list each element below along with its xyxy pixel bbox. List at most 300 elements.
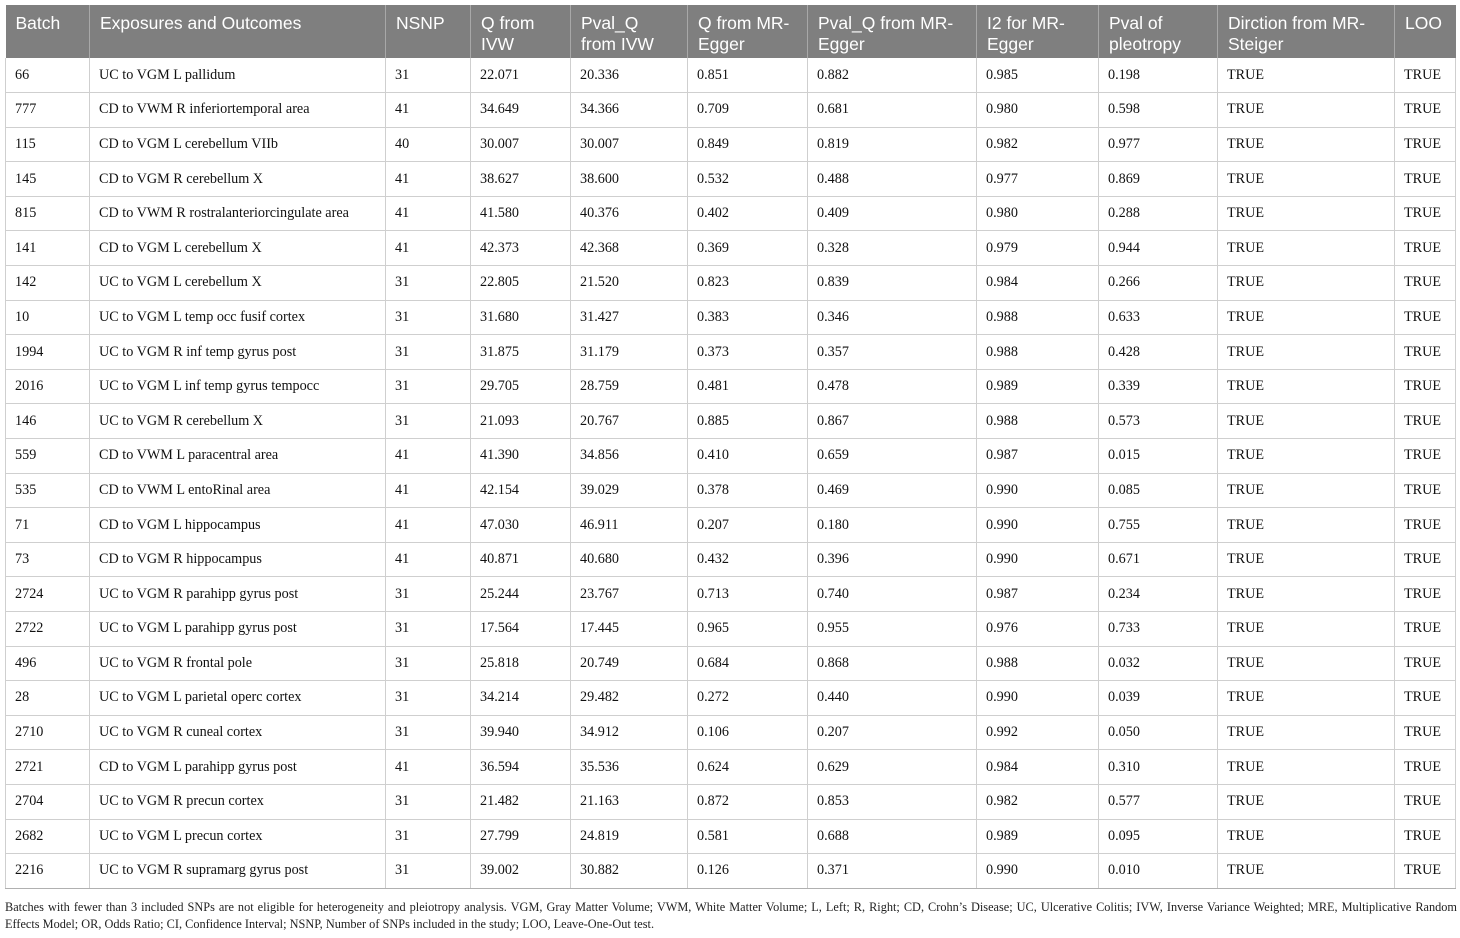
cell-pval-pleiotropy: 0.234 (1099, 577, 1218, 612)
cell-loo: TRUE (1395, 335, 1456, 370)
cell-pval-q-ivw: 40.680 (571, 542, 688, 577)
cell-loo: TRUE (1395, 542, 1456, 577)
cell-batch: 10 (6, 300, 90, 335)
cell-loo: TRUE (1395, 577, 1456, 612)
cell-exposure-outcome: CD to VWM R inferiortemporal area (90, 93, 386, 128)
cell-nsnp: 31 (386, 715, 471, 750)
header-loo: LOO (1395, 5, 1456, 58)
cell-exposure-outcome: CD to VWM R rostralanteriorcingulate area (90, 196, 386, 231)
cell-loo: TRUE (1395, 784, 1456, 819)
cell-loo: TRUE (1395, 646, 1456, 681)
cell-q-mr-egger: 0.851 (688, 58, 808, 93)
header-pval-q-ivw: Pval_Q from IVW (571, 5, 688, 58)
cell-pval-q-ivw: 38.600 (571, 162, 688, 197)
table-row (6, 854, 1456, 889)
cell-q-mr-egger: 0.532 (688, 162, 808, 197)
cell-exposure-outcome: UC to VGM L parahipp gyrus post (90, 612, 386, 647)
cell-batch: 815 (6, 196, 90, 231)
cell-pval-q-mr-egger: 0.688 (808, 819, 977, 854)
cell-exposure-outcome: UC to VGM R cerebellum X (90, 404, 386, 439)
cell-pval-q-mr-egger: 0.207 (808, 715, 977, 750)
cell-exposure-outcome: UC to VGM L cerebellum X (90, 266, 386, 301)
table-row (6, 750, 1456, 785)
table-row (6, 404, 1456, 439)
table-row (6, 612, 1456, 647)
cell-q-ivw: 29.705 (471, 369, 571, 404)
cell-batch: 535 (6, 473, 90, 508)
cell-q-ivw: 38.627 (471, 162, 571, 197)
cell-direction-mr-steiger: TRUE (1218, 715, 1395, 750)
cell-nsnp: 31 (386, 335, 471, 370)
cell-pval-pleiotropy: 0.633 (1099, 300, 1218, 335)
cell-direction-mr-steiger: TRUE (1218, 819, 1395, 854)
cell-pval-q-mr-egger: 0.839 (808, 266, 977, 301)
cell-direction-mr-steiger: TRUE (1218, 439, 1395, 474)
cell-pval-pleiotropy: 0.015 (1099, 439, 1218, 474)
cell-exposure-outcome: UC to VGM L parietal operc cortex (90, 681, 386, 716)
cell-pval-q-mr-egger: 0.396 (808, 542, 977, 577)
table-row (6, 473, 1456, 508)
cell-batch: 2216 (6, 854, 90, 889)
cell-exposure-outcome: CD to VGM R hippocampus (90, 542, 386, 577)
table-row (6, 577, 1456, 612)
cell-pval-q-ivw: 21.163 (571, 784, 688, 819)
cell-pval-q-mr-egger: 0.868 (808, 646, 977, 681)
cell-pval-q-mr-egger: 0.659 (808, 439, 977, 474)
cell-batch: 73 (6, 542, 90, 577)
cell-direction-mr-steiger: TRUE (1218, 646, 1395, 681)
cell-nsnp: 41 (386, 196, 471, 231)
cell-q-mr-egger: 0.713 (688, 577, 808, 612)
cell-pval-q-mr-egger: 0.882 (808, 58, 977, 93)
cell-batch: 2722 (6, 612, 90, 647)
cell-i2-mr-egger: 0.979 (977, 231, 1099, 266)
header-exposures-outcomes: Exposures and Outcomes (90, 5, 386, 58)
table-body (6, 58, 1456, 888)
cell-q-ivw: 31.875 (471, 335, 571, 370)
cell-batch: 141 (6, 231, 90, 266)
cell-q-mr-egger: 0.481 (688, 369, 808, 404)
cell-q-mr-egger: 0.581 (688, 819, 808, 854)
cell-direction-mr-steiger: TRUE (1218, 542, 1395, 577)
header-i2-mr-egger: I2 for MR-Egger (977, 5, 1099, 58)
cell-pval-q-ivw: 30.882 (571, 854, 688, 889)
cell-q-ivw: 47.030 (471, 508, 571, 543)
cell-pval-q-ivw: 20.336 (571, 58, 688, 93)
cell-pval-q-ivw: 20.767 (571, 404, 688, 439)
cell-direction-mr-steiger: TRUE (1218, 508, 1395, 543)
cell-pval-q-ivw: 31.179 (571, 335, 688, 370)
cell-pval-q-ivw: 23.767 (571, 577, 688, 612)
cell-batch: 2704 (6, 784, 90, 819)
table-row (6, 646, 1456, 681)
cell-i2-mr-egger: 0.985 (977, 58, 1099, 93)
cell-loo: TRUE (1395, 162, 1456, 197)
cell-pval-q-mr-egger: 0.478 (808, 369, 977, 404)
cell-nsnp: 31 (386, 612, 471, 647)
cell-loo: TRUE (1395, 819, 1456, 854)
cell-i2-mr-egger: 0.987 (977, 577, 1099, 612)
cell-q-mr-egger: 0.709 (688, 93, 808, 128)
cell-pval-q-mr-egger: 0.440 (808, 681, 977, 716)
cell-i2-mr-egger: 0.980 (977, 93, 1099, 128)
cell-nsnp: 41 (386, 750, 471, 785)
cell-pval-q-ivw: 34.856 (571, 439, 688, 474)
cell-pval-pleiotropy: 0.288 (1099, 196, 1218, 231)
table-row (6, 439, 1456, 474)
cell-q-ivw: 34.214 (471, 681, 571, 716)
cell-direction-mr-steiger: TRUE (1218, 612, 1395, 647)
cell-exposure-outcome: UC to VGM L inf temp gyrus tempocc (90, 369, 386, 404)
cell-batch: 115 (6, 127, 90, 162)
cell-q-mr-egger: 0.207 (688, 508, 808, 543)
cell-q-ivw: 34.649 (471, 93, 571, 128)
cell-q-mr-egger: 0.432 (688, 542, 808, 577)
cell-batch: 2724 (6, 577, 90, 612)
cell-exposure-outcome: UC to VGM R cuneal cortex (90, 715, 386, 750)
cell-q-mr-egger: 0.872 (688, 784, 808, 819)
cell-loo: TRUE (1395, 300, 1456, 335)
header-q-ivw: Q from IVW (471, 5, 571, 58)
cell-nsnp: 31 (386, 854, 471, 889)
cell-loo: TRUE (1395, 231, 1456, 266)
cell-pval-q-mr-egger: 0.346 (808, 300, 977, 335)
cell-direction-mr-steiger: TRUE (1218, 577, 1395, 612)
cell-loo: TRUE (1395, 854, 1456, 889)
cell-nsnp: 41 (386, 542, 471, 577)
cell-pval-q-mr-egger: 0.409 (808, 196, 977, 231)
cell-q-ivw: 39.002 (471, 854, 571, 889)
cell-q-ivw: 22.071 (471, 58, 571, 93)
cell-q-mr-egger: 0.272 (688, 681, 808, 716)
cell-pval-q-mr-egger: 0.357 (808, 335, 977, 370)
header-q-mr-egger: Q from MR-Egger (688, 5, 808, 58)
cell-pval-q-mr-egger: 0.740 (808, 577, 977, 612)
cell-pval-q-ivw: 31.427 (571, 300, 688, 335)
cell-batch: 2710 (6, 715, 90, 750)
cell-q-mr-egger: 0.383 (688, 300, 808, 335)
cell-nsnp: 41 (386, 162, 471, 197)
cell-direction-mr-steiger: TRUE (1218, 58, 1395, 93)
cell-q-ivw: 36.594 (471, 750, 571, 785)
cell-direction-mr-steiger: TRUE (1218, 335, 1395, 370)
cell-loo: TRUE (1395, 473, 1456, 508)
table-row (6, 127, 1456, 162)
cell-q-ivw: 17.564 (471, 612, 571, 647)
cell-pval-q-mr-egger: 0.488 (808, 162, 977, 197)
cell-loo: TRUE (1395, 93, 1456, 128)
cell-pval-q-mr-egger: 0.469 (808, 473, 977, 508)
cell-direction-mr-steiger: TRUE (1218, 473, 1395, 508)
cell-pval-q-ivw: 17.445 (571, 612, 688, 647)
cell-exposure-outcome: CD to VWM L paracentral area (90, 439, 386, 474)
table-row (6, 819, 1456, 854)
cell-pval-pleiotropy: 0.944 (1099, 231, 1218, 266)
table-row (6, 784, 1456, 819)
cell-batch: 142 (6, 266, 90, 301)
cell-i2-mr-egger: 0.990 (977, 473, 1099, 508)
cell-loo: TRUE (1395, 196, 1456, 231)
cell-q-mr-egger: 0.624 (688, 750, 808, 785)
cell-q-ivw: 21.093 (471, 404, 571, 439)
cell-batch: 146 (6, 404, 90, 439)
cell-direction-mr-steiger: TRUE (1218, 784, 1395, 819)
cell-exposure-outcome: CD to VGM L cerebellum X (90, 231, 386, 266)
cell-batch: 559 (6, 439, 90, 474)
cell-direction-mr-steiger: TRUE (1218, 231, 1395, 266)
cell-q-ivw: 39.940 (471, 715, 571, 750)
cell-q-mr-egger: 0.684 (688, 646, 808, 681)
cell-loo: TRUE (1395, 750, 1456, 785)
cell-q-ivw: 21.482 (471, 784, 571, 819)
cell-nsnp: 31 (386, 404, 471, 439)
cell-nsnp: 31 (386, 266, 471, 301)
cell-q-ivw: 42.154 (471, 473, 571, 508)
cell-pval-pleiotropy: 0.266 (1099, 266, 1218, 301)
cell-pval-pleiotropy: 0.869 (1099, 162, 1218, 197)
cell-exposure-outcome: UC to VGM R inf temp gyrus post (90, 335, 386, 370)
cell-loo: TRUE (1395, 715, 1456, 750)
cell-batch: 1994 (6, 335, 90, 370)
cell-batch: 496 (6, 646, 90, 681)
cell-exposure-outcome: CD to VGM L parahipp gyrus post (90, 750, 386, 785)
cell-pval-pleiotropy: 0.428 (1099, 335, 1218, 370)
cell-i2-mr-egger: 0.990 (977, 854, 1099, 889)
cell-i2-mr-egger: 0.976 (977, 612, 1099, 647)
cell-pval-q-mr-egger: 0.819 (808, 127, 977, 162)
cell-q-ivw: 27.799 (471, 819, 571, 854)
cell-q-ivw: 25.244 (471, 577, 571, 612)
cell-exposure-outcome: UC to VGM L precun cortex (90, 819, 386, 854)
cell-pval-q-mr-egger: 0.328 (808, 231, 977, 266)
cell-batch: 2016 (6, 369, 90, 404)
cell-pval-q-ivw: 35.536 (571, 750, 688, 785)
cell-nsnp: 31 (386, 300, 471, 335)
cell-i2-mr-egger: 0.990 (977, 542, 1099, 577)
cell-loo: TRUE (1395, 508, 1456, 543)
header-batch: Batch (6, 5, 90, 58)
cell-i2-mr-egger: 0.992 (977, 715, 1099, 750)
table-row (6, 715, 1456, 750)
table-row (6, 231, 1456, 266)
cell-pval-q-ivw: 46.911 (571, 508, 688, 543)
cell-pval-pleiotropy: 0.577 (1099, 784, 1218, 819)
cell-loo: TRUE (1395, 127, 1456, 162)
cell-batch: 2682 (6, 819, 90, 854)
cell-pval-pleiotropy: 0.032 (1099, 646, 1218, 681)
cell-q-ivw: 31.680 (471, 300, 571, 335)
cell-exposure-outcome: UC to VGM R parahipp gyrus post (90, 577, 386, 612)
cell-direction-mr-steiger: TRUE (1218, 300, 1395, 335)
cell-q-ivw: 40.871 (471, 542, 571, 577)
cell-loo: TRUE (1395, 266, 1456, 301)
cell-pval-q-mr-egger: 0.180 (808, 508, 977, 543)
cell-i2-mr-egger: 0.988 (977, 646, 1099, 681)
cell-pval-q-ivw: 28.759 (571, 369, 688, 404)
cell-direction-mr-steiger: TRUE (1218, 93, 1395, 128)
cell-direction-mr-steiger: TRUE (1218, 196, 1395, 231)
cell-nsnp: 41 (386, 473, 471, 508)
cell-q-mr-egger: 0.823 (688, 266, 808, 301)
cell-loo: TRUE (1395, 369, 1456, 404)
cell-pval-q-ivw: 30.007 (571, 127, 688, 162)
cell-pval-q-ivw: 39.029 (571, 473, 688, 508)
header-direction-mr-steiger: Dirction from MR-Steiger (1218, 5, 1395, 58)
table-row (6, 93, 1456, 128)
cell-q-mr-egger: 0.410 (688, 439, 808, 474)
cell-i2-mr-egger: 0.989 (977, 819, 1099, 854)
cell-nsnp: 41 (386, 93, 471, 128)
cell-direction-mr-steiger: TRUE (1218, 750, 1395, 785)
cell-loo: TRUE (1395, 439, 1456, 474)
cell-loo: TRUE (1395, 681, 1456, 716)
table-row (6, 508, 1456, 543)
cell-q-mr-egger: 0.402 (688, 196, 808, 231)
cell-i2-mr-egger: 0.984 (977, 750, 1099, 785)
cell-pval-pleiotropy: 0.671 (1099, 542, 1218, 577)
cell-q-ivw: 30.007 (471, 127, 571, 162)
cell-i2-mr-egger: 0.990 (977, 508, 1099, 543)
header-pval-q-mr-egger: Pval_Q from MR-Egger (808, 5, 977, 58)
cell-i2-mr-egger: 0.980 (977, 196, 1099, 231)
table-row (6, 266, 1456, 301)
cell-q-ivw: 42.373 (471, 231, 571, 266)
cell-batch: 66 (6, 58, 90, 93)
cell-pval-q-mr-egger: 0.955 (808, 612, 977, 647)
table-row (6, 681, 1456, 716)
cell-batch: 71 (6, 508, 90, 543)
cell-q-mr-egger: 0.126 (688, 854, 808, 889)
cell-i2-mr-egger: 0.982 (977, 784, 1099, 819)
cell-nsnp: 31 (386, 369, 471, 404)
cell-batch: 145 (6, 162, 90, 197)
results-table-container (5, 5, 1455, 889)
cell-pval-pleiotropy: 0.198 (1099, 58, 1218, 93)
cell-pval-pleiotropy: 0.977 (1099, 127, 1218, 162)
cell-i2-mr-egger: 0.990 (977, 681, 1099, 716)
cell-pval-q-ivw: 20.749 (571, 646, 688, 681)
cell-direction-mr-steiger: TRUE (1218, 369, 1395, 404)
cell-pval-q-mr-egger: 0.371 (808, 854, 977, 889)
cell-q-ivw: 22.805 (471, 266, 571, 301)
cell-nsnp: 31 (386, 784, 471, 819)
cell-pval-q-ivw: 34.912 (571, 715, 688, 750)
cell-loo: TRUE (1395, 58, 1456, 93)
cell-pval-pleiotropy: 0.598 (1099, 93, 1218, 128)
header-pval-pleiotropy: Pval of pleotropy (1099, 5, 1218, 58)
cell-i2-mr-egger: 0.988 (977, 300, 1099, 335)
cell-i2-mr-egger: 0.987 (977, 439, 1099, 474)
cell-pval-pleiotropy: 0.339 (1099, 369, 1218, 404)
cell-exposure-outcome: CD to VGM L cerebellum VIIb (90, 127, 386, 162)
table-row (6, 58, 1456, 93)
cell-q-mr-egger: 0.965 (688, 612, 808, 647)
cell-pval-pleiotropy: 0.573 (1099, 404, 1218, 439)
cell-exposure-outcome: UC to VGM R precun cortex (90, 784, 386, 819)
cell-nsnp: 41 (386, 439, 471, 474)
cell-exposure-outcome: UC to VGM R supramarg gyrus post (90, 854, 386, 889)
cell-exposure-outcome: UC to VGM L temp occ fusif cortex (90, 300, 386, 335)
cell-pval-q-ivw: 34.366 (571, 93, 688, 128)
results-table (5, 5, 1456, 889)
cell-nsnp: 31 (386, 681, 471, 716)
cell-nsnp: 31 (386, 819, 471, 854)
header-nsnp: NSNP (386, 5, 471, 58)
cell-q-ivw: 41.580 (471, 196, 571, 231)
cell-q-ivw: 41.390 (471, 439, 571, 474)
cell-pval-q-ivw: 40.376 (571, 196, 688, 231)
cell-pval-q-ivw: 42.368 (571, 231, 688, 266)
cell-i2-mr-egger: 0.988 (977, 404, 1099, 439)
cell-batch: 777 (6, 93, 90, 128)
cell-nsnp: 31 (386, 577, 471, 612)
cell-i2-mr-egger: 0.984 (977, 266, 1099, 301)
cell-pval-q-ivw: 29.482 (571, 681, 688, 716)
table-row (6, 369, 1456, 404)
cell-nsnp: 40 (386, 127, 471, 162)
cell-pval-pleiotropy: 0.085 (1099, 473, 1218, 508)
cell-exposure-outcome: UC to VGM L pallidum (90, 58, 386, 93)
cell-pval-q-mr-egger: 0.681 (808, 93, 977, 128)
table-row (6, 196, 1456, 231)
cell-nsnp: 31 (386, 646, 471, 681)
cell-direction-mr-steiger: TRUE (1218, 127, 1395, 162)
cell-q-mr-egger: 0.106 (688, 715, 808, 750)
cell-nsnp: 41 (386, 231, 471, 266)
cell-pval-pleiotropy: 0.733 (1099, 612, 1218, 647)
cell-exposure-outcome: CD to VWM L entoRinal area (90, 473, 386, 508)
cell-q-mr-egger: 0.373 (688, 335, 808, 370)
cell-i2-mr-egger: 0.982 (977, 127, 1099, 162)
cell-q-mr-egger: 0.369 (688, 231, 808, 266)
cell-q-ivw: 25.818 (471, 646, 571, 681)
cell-pval-q-mr-egger: 0.853 (808, 784, 977, 819)
cell-direction-mr-steiger: TRUE (1218, 404, 1395, 439)
cell-pval-pleiotropy: 0.095 (1099, 819, 1218, 854)
table-footnote: Batches with fewer than 3 included SNPs are not eligible for heterogeneity and pleiotropy analysis. VGM, Gray Matter Volume; VWM, White Matter Volume; L, Left; R, Right; CD, Crohn’s Disease; UC, Ulcerative Colitis; IVW, Inverse Variance Weighted; MRE, Multiplicative Random Effects Model; OR, Odds Ratio; CI, Confidence Interval; NSNP, Number of SNPs included in the study; LOO, Leave-One-Out test. (5, 900, 1457, 931)
cell-i2-mr-egger: 0.989 (977, 369, 1099, 404)
cell-direction-mr-steiger: TRUE (1218, 162, 1395, 197)
cell-pval-pleiotropy: 0.039 (1099, 681, 1218, 716)
cell-direction-mr-steiger: TRUE (1218, 266, 1395, 301)
cell-exposure-outcome: UC to VGM R frontal pole (90, 646, 386, 681)
cell-direction-mr-steiger: TRUE (1218, 681, 1395, 716)
cell-pval-pleiotropy: 0.050 (1099, 715, 1218, 750)
cell-pval-q-ivw: 21.520 (571, 266, 688, 301)
table-row (6, 300, 1456, 335)
cell-pval-pleiotropy: 0.755 (1099, 508, 1218, 543)
cell-nsnp: 41 (386, 508, 471, 543)
cell-q-mr-egger: 0.378 (688, 473, 808, 508)
cell-batch: 2721 (6, 750, 90, 785)
cell-exposure-outcome: CD to VGM R cerebellum X (90, 162, 386, 197)
cell-loo: TRUE (1395, 612, 1456, 647)
cell-pval-q-mr-egger: 0.629 (808, 750, 977, 785)
cell-q-mr-egger: 0.849 (688, 127, 808, 162)
cell-i2-mr-egger: 0.988 (977, 335, 1099, 370)
table-row (6, 542, 1456, 577)
cell-pval-q-mr-egger: 0.867 (808, 404, 977, 439)
cell-exposure-outcome: CD to VGM L hippocampus (90, 508, 386, 543)
cell-pval-pleiotropy: 0.010 (1099, 854, 1218, 889)
cell-batch: 28 (6, 681, 90, 716)
cell-pval-q-ivw: 24.819 (571, 819, 688, 854)
cell-nsnp: 31 (386, 58, 471, 93)
table-header-row (6, 5, 1456, 58)
table-row (6, 335, 1456, 370)
cell-i2-mr-egger: 0.977 (977, 162, 1099, 197)
table-row (6, 162, 1456, 197)
